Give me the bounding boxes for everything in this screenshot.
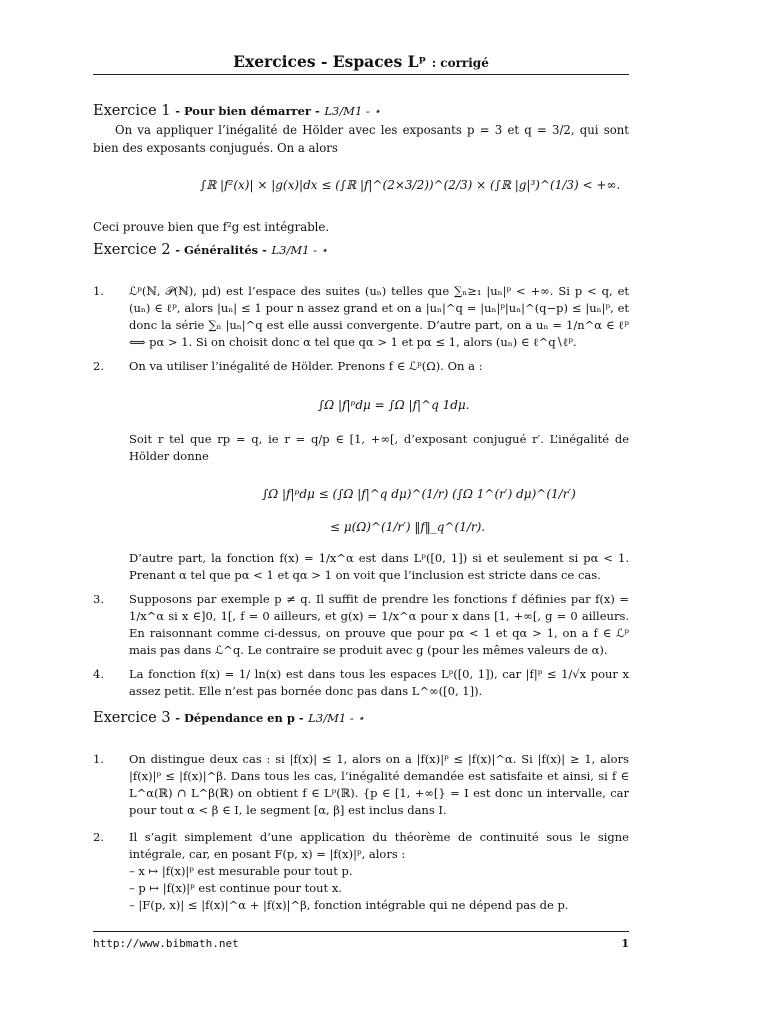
item-text: Il s’agit simplement d’une application du théorème de continuité sous le signe intégrale, car, en posant F(p, x) = |f(x)|ᵖ, alors : bbox=[129, 830, 629, 861]
exercise-1-conclusion: Ceci prouve bien que f²g est intégrable. bbox=[93, 220, 330, 234]
footer-rule bbox=[93, 931, 629, 932]
exercise-2-subtitle: - Généralités - bbox=[175, 243, 267, 257]
item-text: ℒᵖ(ℕ, 𝒫(ℕ), μd) est l’espace des suites (uₙ) telles que ∑ₙ≥₁ |uₙ|ᵖ < +∞. Si p < q, et (uₙ) ∈ ℓᵖ, alors |uₙ| ≤ 1 pour n assez grand et on a |uₙ|^q = |uₙ|ᵖ|uₙ|^(q−p) ≤ |uₙ|ᵖ, et donc la série ∑ₙ |uₙ|^q est elle aussi convergente. D’autre part, on a uₙ = 1/n^α ∈ ℓᵖ ⟺ pα > 1. Si on choisit donc α tel que qα > 1 et pα ≤ 1, alors (uₙ) ∈ ℓ^q∖ℓᵖ. bbox=[129, 284, 629, 349]
bullet-text: – p ↦ |f(x)|ᵖ est continue pour tout x. bbox=[129, 881, 342, 895]
exercise-3-bullet-2 bbox=[111, 880, 629, 897]
exercise-2-level: L3/M1 - ⋆ bbox=[271, 243, 328, 257]
exercise-2-item-2-conclusion bbox=[111, 550, 629, 584]
exercise-1-subtitle: - Pour bien démarrer - bbox=[175, 104, 320, 118]
exercise-2-item-3 bbox=[93, 591, 629, 659]
item-text: La fonction f(x) = 1/ ln(x) est dans tous les espaces Lᵖ([0, 1]), car |f|ᵖ ≤ 1/√x pour x assez petit. Elle n’est pas bornée donc pas dans L^∞([0, 1]). bbox=[129, 667, 629, 698]
exercise-1-intro: On va appliquer l’inégalité de Hölder avec les exposants p = 3 et q = 3/2, qui sont bien des exposants conjugués. On a alors bbox=[93, 123, 629, 155]
header-rule bbox=[93, 74, 629, 75]
exercise-3-title: Exercice 3 bbox=[93, 710, 171, 726]
exercise-2-item-4 bbox=[93, 666, 629, 700]
exercise-2-item-2 bbox=[93, 358, 629, 375]
exercise-2-title: Exercice 2 bbox=[93, 242, 171, 258]
item-number: 2. bbox=[93, 830, 104, 844]
exercise-1-equation: ∫ℝ |f²(x)| × |g(x)|dx ≤ (∫ℝ |f|^(2×3/2))^(2/3) × (∫ℝ |g|³)^(1/3) < +∞. bbox=[200, 178, 621, 192]
item-text: Supposons par exemple p ≠ q. Il suffit de prendre les fonctions f définies par f(x) = 1/x^α si x ∈]0, 1[, f = 0 ailleurs, et g(x) = 1/x^α pour x dans [1, +∞[, g = 0 ailleurs. En raisonnant comme ci-dessus, on prouve que pour pα < 1 et qα > 1, on a f ∈ ℒᵖ mais pas dans ℒ^q. Le contraire se produit avec g (pour les mêmes valeurs de α). bbox=[129, 592, 629, 657]
exercise-3-heading bbox=[93, 710, 365, 726]
item-text: Soit r tel que rp = q, ie r = q/p ∈ [1, +∞[, d’exposant conjugué r′. L’inégalité de Hölder donne bbox=[129, 432, 629, 463]
exercise-3-bullet-3 bbox=[111, 897, 629, 914]
exercise-2-item-2-equation-2a: ∫Ω |f|ᵖdμ ≤ (∫Ω |f|^q dμ)^(1/r) (∫Ω 1^(r′) dμ)^(1/r′) bbox=[262, 487, 576, 501]
exercise-2-item-2-equation-1: ∫Ω |f|ᵖdμ = ∫Ω |f|^q 1dμ. bbox=[318, 398, 470, 412]
exercise-2-item-2-paragraph bbox=[111, 431, 629, 465]
item-text: On va utiliser l’inégalité de Hölder. Prenons f ∈ ℒᵖ(Ω). On a : bbox=[129, 359, 483, 373]
item-number: 1. bbox=[93, 752, 104, 766]
item-number: 1. bbox=[93, 284, 104, 298]
exercise-3-item-1 bbox=[93, 751, 629, 819]
exercise-1-heading bbox=[93, 103, 381, 119]
item-number: 3. bbox=[93, 592, 104, 606]
bullet-text: – |F(p, x)| ≤ |f(x)|^α + |f(x)|^β, fonction intégrable qui ne dépend pas de p. bbox=[129, 898, 569, 912]
item-number: 4. bbox=[93, 667, 104, 681]
bullet-text: – x ↦ |f(x)|ᵖ est mesurable pour tout p. bbox=[129, 864, 353, 878]
page-title bbox=[93, 52, 629, 71]
page-number: 1 bbox=[621, 937, 629, 950]
page-footer bbox=[93, 937, 629, 950]
item-text: On distingue deux cas : si |f(x)| ≤ 1, alors on a |f(x)|ᵖ ≤ |f(x)|^α. Si |f(x)| ≥ 1, alors |f(x)|ᵖ ≤ |f(x)|^β. Dans tous les cas, l’inégalité demandée est satisfaite et ainsi, si f ∈ L^α(ℝ) ∩ L^β(ℝ) on obtient f ∈ Lᵖ(ℝ). {p ∈ [1, +∞[} = I est donc un intervalle, car pour tout α < β ∈ I, le segment [α, β] est inclus dans I. bbox=[129, 752, 629, 817]
exercise-1-title: Exercice 1 bbox=[93, 103, 171, 119]
title-subtitle: : corrigé bbox=[431, 56, 489, 70]
exercise-1-level: L3/M1 - ⋆ bbox=[324, 104, 381, 118]
exercise-3-level: L3/M1 - ⋆ bbox=[308, 711, 365, 725]
exercise-3-item-2 bbox=[93, 829, 629, 863]
item-number: 2. bbox=[93, 359, 104, 373]
exercise-2-heading bbox=[93, 242, 328, 258]
exercise-2-item-1 bbox=[93, 283, 629, 351]
exercise-3-bullet-1 bbox=[111, 863, 629, 880]
exercise-3-subtitle: - Dépendance en p - bbox=[175, 711, 304, 725]
footer-url: http://www.bibmath.net bbox=[93, 937, 239, 950]
item-text: D’autre part, la fonction f(x) = 1/x^α est dans Lᵖ([0, 1]) si et seulement si pα < 1. Prenant α tel que pα < 1 et qα > 1 on voit que l’inclusion est stricte dans ce cas. bbox=[129, 551, 629, 582]
exercise-2-item-2-equation-2b: ≤ μ(Ω)^(1/r′) ‖f‖_q^(1/r). bbox=[330, 520, 486, 534]
title-text: Exercices - Espaces Lᵖ bbox=[233, 52, 427, 71]
